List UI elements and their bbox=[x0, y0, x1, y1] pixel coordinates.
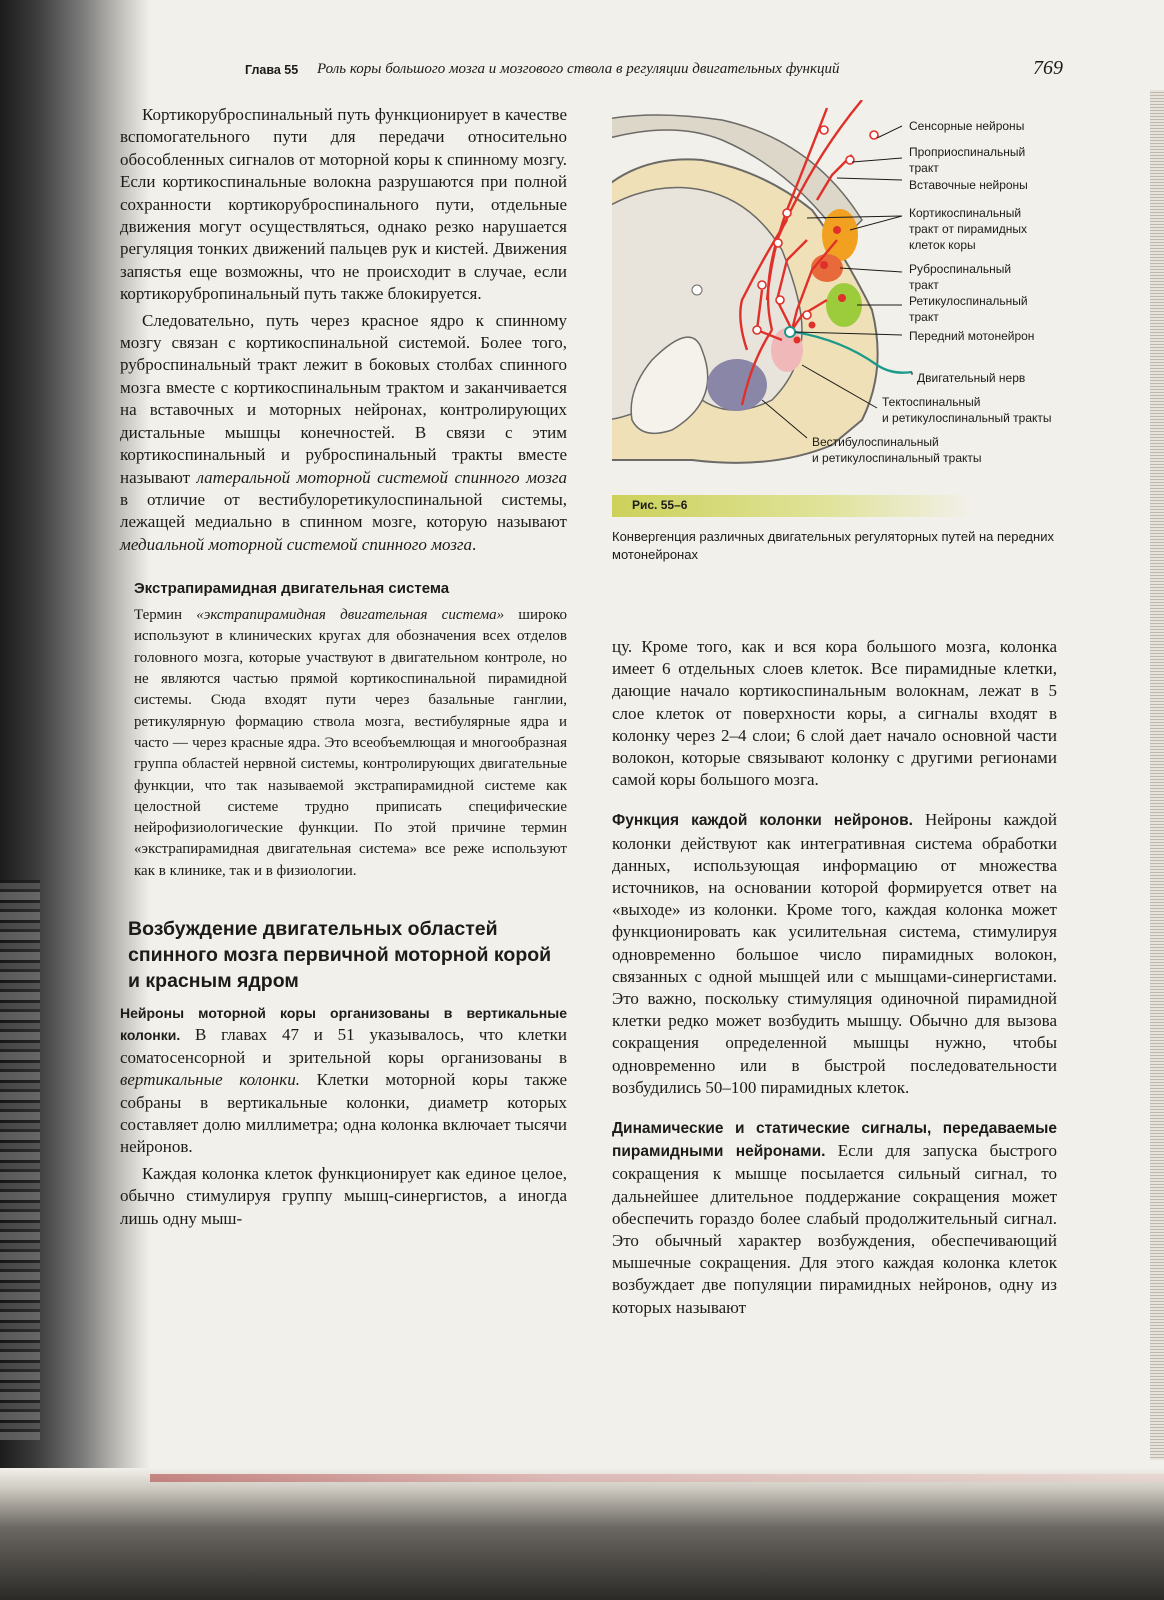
chapter-title: Роль коры большого мозга и мозгового ствола в регуляции двигательных функций bbox=[317, 61, 840, 77]
chapter-label: Глава 55 bbox=[245, 63, 299, 77]
anterior-motoneuron bbox=[785, 327, 795, 337]
adjacent-page-edge bbox=[0, 880, 40, 1440]
spinal-cord-diagram bbox=[612, 100, 1062, 490]
left-column bbox=[120, 104, 567, 1230]
label-reticulospinal-tract-2: тракт bbox=[909, 310, 939, 324]
paragraph: цу. Кроме того, как и вся кора большого мозга, колонка имеет 6 отдельных слоев клеток. Все пирамидные клетки, дающие начало кортикоспинальным волокнам, лежат в 5 слое клеток от поверхности коры, а сигналы входят в колонку через 2–4 слои; 6 слой дает начало основной части волокон, которые связывают колонку с другими регионами самой коры большого мозга. bbox=[612, 637, 1057, 790]
page-number: 769 bbox=[1033, 57, 1063, 79]
central-canal bbox=[692, 285, 702, 295]
label-corticospinal-tract: Кортикоспинальный bbox=[909, 206, 1022, 220]
label-motor-nerve: Двигательный нерв bbox=[917, 371, 1026, 385]
rubrospinal-region bbox=[811, 254, 843, 282]
paragraph: Следовательно, путь через красное ядро к спинному мозгу связан с кортикоспинальной системой. Более того, руброспинальный тракт лежит в боковых столбах спинного мозга вместе с кортикоспинальным трактом и заканчивается на вставочных и моторных нейронах, контролирующих дистальные мышцы конечностей. В связи с этим кортикоспинальный и руброспинальный тракты вместе называют латеральной моторной системой спинного мозга в отличие от вестибулоретикулоспинальной системы, лежащей медиально в спинном мозге, которую называют медиальной моторной системой спинного мозга. bbox=[120, 310, 567, 554]
label-sensory-neurons: Сенсорные нейроны bbox=[909, 119, 1025, 133]
small-paragraph: Термин «экстрапирамидная двигательная система» широко используют в клинических кругах для обозначения всех отделов головного мозга, которые участвуют в двигательном контроле, но не являются частью прямой кортикоспинальной пирамидной системы. Сюда входят пути через базальные ганглии, ретикулярную формацию ствола мозга, вестибулярные ядра и часто — через красные ядра. Это всеобъемлющая и многообразная группа областей нервной системы, контролирующих двигательные функции, что так называемой экстрапирамидной системе как целостной системе трудно приписать специфические нейрофизиологические функции. По этой причине термин «экстрапирамидная двигательная система» все реже используют как в клинике, так и в физиологии. bbox=[134, 607, 567, 879]
reticulospinal-region bbox=[826, 283, 862, 327]
right-column bbox=[612, 636, 1057, 1319]
label-reticulospinal-tract: Ретикулоспинальный bbox=[909, 294, 1028, 308]
label-vestibulospinal-tract-2: и ретикулоспинальный тракты bbox=[812, 451, 982, 465]
book-bottom-shadow bbox=[0, 1468, 1164, 1600]
paragraph: Динамические и статические сигналы, передаваемые пирамидными нейронами. Если для запуска быстрого сокращения к мышце посылается сильный сигнал, то дальнейшее длительное поддержание сокращения может обеспечить гораздо более слабый продолжительный сигнал. Это обычный характер возбуждения, обеспечивающий мышечные сокращения. Для этого каждая колонка клеток возбуждает две популяции пирамидных нейронов, одну из которых называют bbox=[612, 1120, 1057, 1317]
figure-55-6 bbox=[612, 100, 1062, 570]
page-stack-edge bbox=[1150, 90, 1164, 1460]
subsection-heading: Экстрапирамидная двигательная система bbox=[134, 580, 450, 598]
label-propriospinal-tract-2: тракт bbox=[909, 161, 939, 175]
label-corticospinal-tract-2: тракт от пирамидных bbox=[909, 222, 1028, 236]
running-header bbox=[245, 59, 1063, 85]
label-vestibulospinal-tract: Вестибулоспинальный bbox=[812, 435, 939, 449]
figure-number-bar bbox=[612, 495, 972, 517]
figure-caption: Конвергенция различных двигательных регуляторных путей на передних мотонейронах bbox=[612, 529, 1054, 562]
paragraph: Нейроны моторной коры организованы в вертикальные колонки. В главах 47 и 51 указывалось, что клетки соматосенсорной и зрительной коры организованы в вертикальные колонки. Клетки моторной коры также собраны в вертикальные колонки, диаметр которых составляет долю миллиметра; одна колонка включает тысячи нейронов. bbox=[120, 1004, 567, 1157]
label-rubrospinal-tract: Руброспинальный bbox=[909, 262, 1012, 276]
paragraph: Кортикоруброспинальный путь функционирует в качестве вспомогательного пути для передачи относительно обособленных сигналов от моторной коры к спинному мозгу. Если кортикоспинальные волокна разрушаются при полной сохранности кортикоруброспинального пути, отдельные движения могут осуществляться, однако резко нарушается регуляция тонких движений пальцев рук и кистей. Движения запястья еще возможны, что не происходит в случае, если кортикорубропинальный путь также блокируется. bbox=[120, 105, 567, 304]
section-heading: Возбуждение двигательных областей спинного мозга первичной моторной корой и красным ядром bbox=[128, 917, 552, 992]
label-rubrospinal-tract-2: тракт bbox=[909, 278, 939, 292]
label-tectospinal-tract: Тектоспинальный bbox=[882, 395, 981, 409]
label-anterior-motoneuron: Передний мотонейрон bbox=[909, 329, 1035, 343]
label-propriospinal-tract: Проприоспинальный bbox=[909, 145, 1026, 159]
paragraph: Функция каждой колонки нейронов. Нейроны каждой колонки действуют как интегративная система обработки данных, использующая информацию от множества источников, на основании которой формируется ответ на «выходе» из колонки. Кроме того, каждая колонка может функционировать как усилительная система, стимулируя одновременно большое число пирамидных волокон, связанных с одной мышцей или с мышцами-синергистами. Это важно, поскольку стимуляция одиночной пирамидной клетки редко может возбудить мышцу. Обычно для вызова сокращения определенной мышцы нужно, чтобы одновременно или в быстрой последовательности возбудились 50–100 пирамидных клеток. bbox=[612, 810, 1058, 1097]
figure-number: Рис. 55–6 bbox=[632, 498, 688, 512]
page-edge-tint bbox=[150, 1474, 1164, 1482]
label-tectospinal-tract-2: и ретикулоспинальный тракты bbox=[882, 411, 1052, 425]
paragraph: Каждая колонка клеток функционирует как единое целое, обычно стимулируя группу мышц-синергистов, а иногда лишь одну мыш- bbox=[120, 1163, 567, 1228]
vestibulospinal-region bbox=[707, 359, 767, 411]
label-corticospinal-tract-3: клеток коры bbox=[909, 238, 976, 252]
label-interneurons: Вставочные нейроны bbox=[909, 178, 1028, 192]
